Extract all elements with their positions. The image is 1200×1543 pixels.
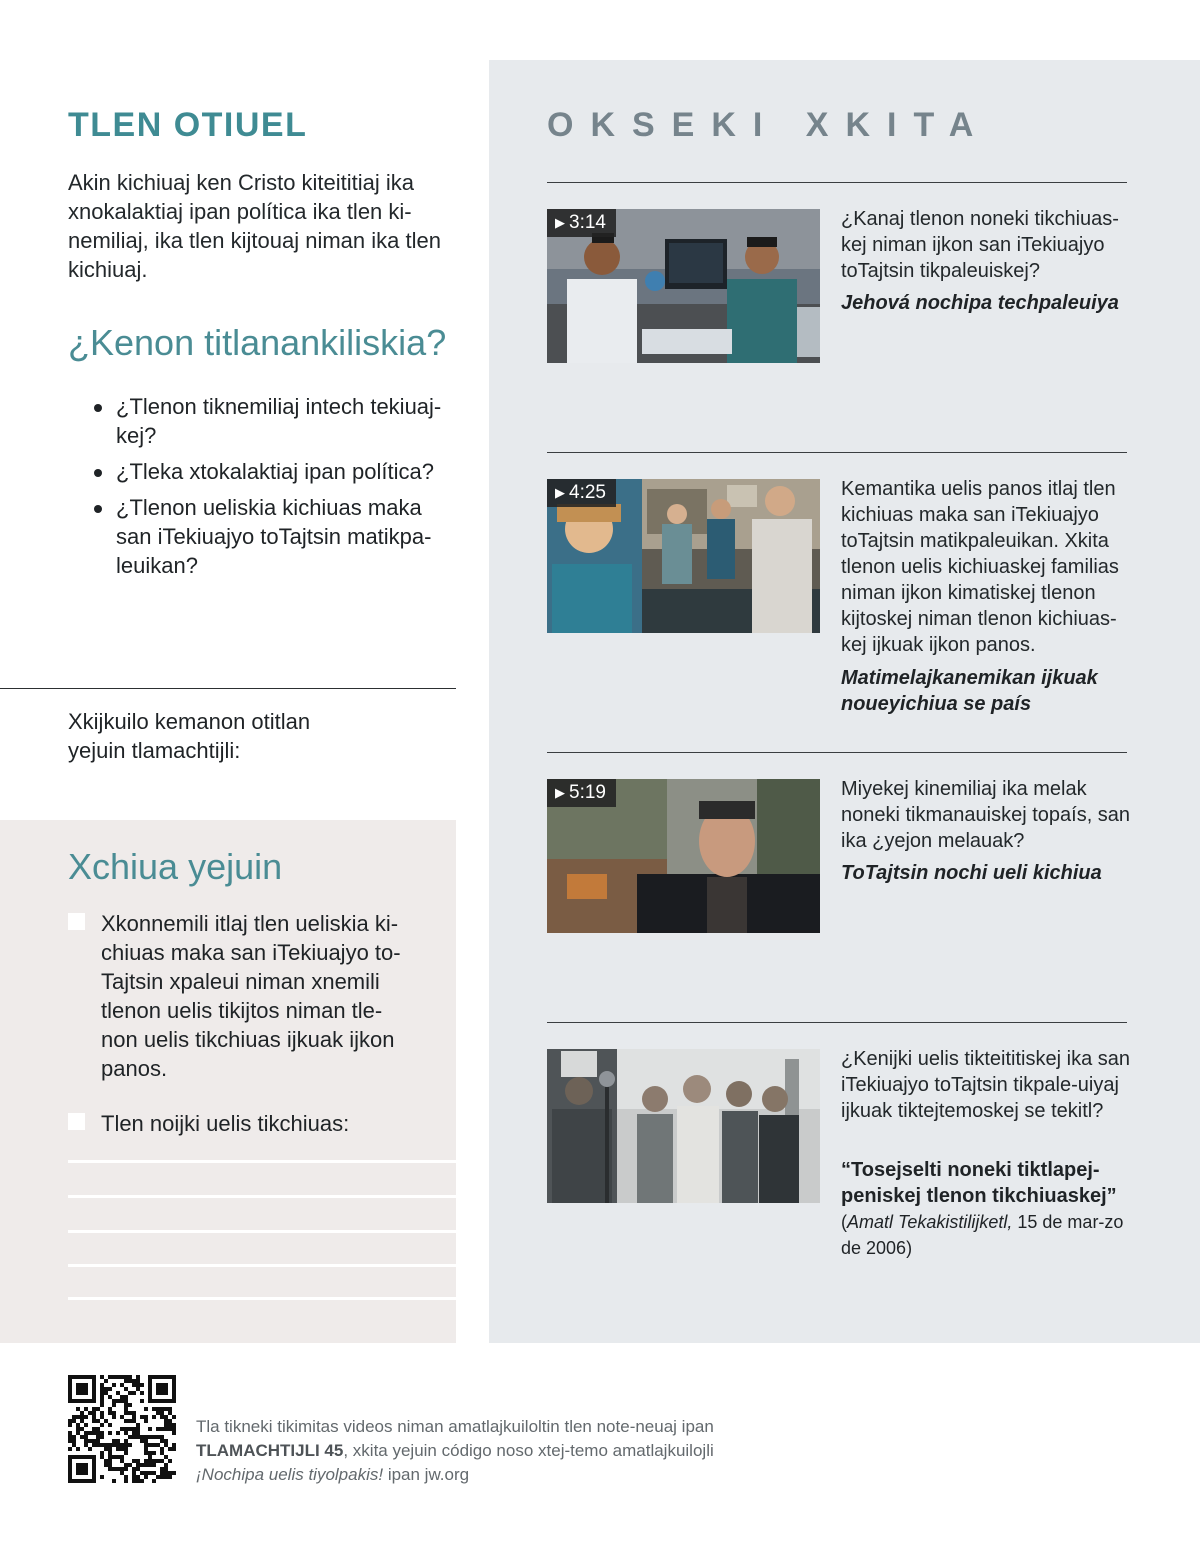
lesson-reference: TLAMACHTIJLI 45	[196, 1441, 344, 1460]
video-description: Miyekej kinemiliaj ika melak noneki tikmanauiskej topaís, san ika ¿yejon melauak?	[841, 778, 1131, 852]
checkbox[interactable]	[68, 1113, 85, 1130]
checkbox[interactable]	[68, 913, 85, 930]
divider	[547, 1022, 1127, 1023]
video-duration: ▶ 5:19	[547, 779, 616, 807]
daniel-friends-illustration	[547, 1049, 820, 1203]
divider	[547, 182, 1127, 183]
video-duration: ▶ 4:25	[547, 479, 616, 507]
list-item: ¿Tlenon tiknemiliaj intech tekiuaj-kej?	[92, 392, 456, 450]
qr-code-graphic	[68, 1375, 176, 1483]
article-description: ¿Kenijki uelis tikteititiskej ika san iTekiuajyo toTajtsin tikpale-uiyaj ijkuak tiktejtemoskej se tekitl?	[841, 1048, 1130, 1122]
summary-title: TLEN OTIUEL	[68, 106, 308, 144]
writing-line[interactable]	[68, 1264, 456, 1267]
qr-code-icon[interactable]	[68, 1375, 176, 1483]
play-icon: ▶	[555, 485, 565, 500]
writing-line[interactable]	[68, 1195, 456, 1198]
video-title-link[interactable]: Matimelajkanemikan ijkuak noueyichiua se país	[841, 667, 1098, 715]
divider	[0, 688, 456, 689]
questions-list	[92, 392, 456, 587]
try-this-title: Xchiua yejuin	[68, 846, 283, 887]
list-item: ¿Tlenon ueliskia kichiuas maka san iTekiuajyo toTajtsin matikpa-leuikan?	[92, 493, 456, 580]
video-thumbnail[interactable]	[547, 209, 820, 363]
next-visit-label: Xkijkuilo kemanon otitlan yejuin tlamachtijli:	[68, 709, 311, 763]
video-description: Kemantika uelis panos itlaj tlen kichiuas maka san iTekiuajyo toTajtsin matikpaleuikan. Xkita tlenon uelis kichiuaskej familias niman ijkon kimatiskej tlenon kijtoskej niman tlenon kichiuas-kej ijkuak ijkon panos.	[841, 478, 1119, 656]
writing-line[interactable]	[68, 1160, 456, 1163]
explore-title: OKSEKI XKITA	[547, 106, 991, 144]
try-this-panel	[0, 820, 456, 1343]
publication-name: Amatl Tekakistilijketl,	[847, 1212, 1013, 1232]
video-thumbnail[interactable]	[547, 779, 820, 933]
list-item: ¿Tleka xtokalaktiaj ipan política?	[92, 457, 456, 486]
summary-text: Akin kichiuaj ken Cristo kiteititiaj ika xnokalaktiaj ipan política ika tlen ki-nemiliaj, ika tlen kijtouaj niman ika tlen kichiuaj.	[68, 170, 441, 282]
questions-title: ¿Kenon titlanankiliskia?	[68, 322, 447, 363]
divider	[547, 452, 1127, 453]
video-description: ¿Kanaj tlenon noneki tikchiuas-kej niman ijkon san iTekiuajyo toTajtsin tikpaleuiskej?	[841, 208, 1119, 282]
checklist-item	[68, 909, 418, 1083]
video-duration: ▶ 3:14	[547, 209, 616, 237]
divider	[547, 752, 1127, 753]
book-title: ¡Nochipa uelis tiyolpakis!	[196, 1465, 384, 1484]
writing-line[interactable]	[68, 1230, 456, 1233]
checklist-item-label: Tlen noijki uelis tikchiuas:	[101, 1111, 350, 1136]
play-icon: ▶	[555, 215, 565, 230]
writing-line[interactable]	[68, 1297, 456, 1300]
article-reference: (Amatl Tekakistilijketl, 15 de mar-zo de 2006)	[841, 1212, 1124, 1258]
video-title-link[interactable]: Jehová nochipa techpaleuiya	[841, 292, 1119, 314]
article-title-link[interactable]: “Tosejselti noneki tiktlapej-peniskej tlenon tikchiuaskej”	[841, 1159, 1117, 1207]
checklist-item	[68, 1109, 418, 1138]
play-icon: ▶	[555, 785, 565, 800]
article-illustration[interactable]	[547, 1049, 820, 1203]
video-title-link[interactable]: ToTajtsin nochi ueli kichiua	[841, 862, 1102, 884]
video-thumbnail[interactable]	[547, 479, 820, 633]
checklist-item-label: Xkonnemili itlaj tlen ueliskia ki-chiuas maka san iTekiuajyo to-Tajtsin xpaleui niman xnemili tlenon uelis tikijtos niman tle-non uelis tikchiuas ijkuak ijkon panos.	[101, 911, 401, 1081]
footer-text: Tla tikneki tikimitas videos niman amatlajkuiloltin tlen note-neuaj ipan TLAMACHTIJLI 45, xkita yejuin código noso xtej-temo amatlajkuilojli ¡Nochipa uelis tiyolpakis! ipan jw.org	[196, 1417, 714, 1484]
